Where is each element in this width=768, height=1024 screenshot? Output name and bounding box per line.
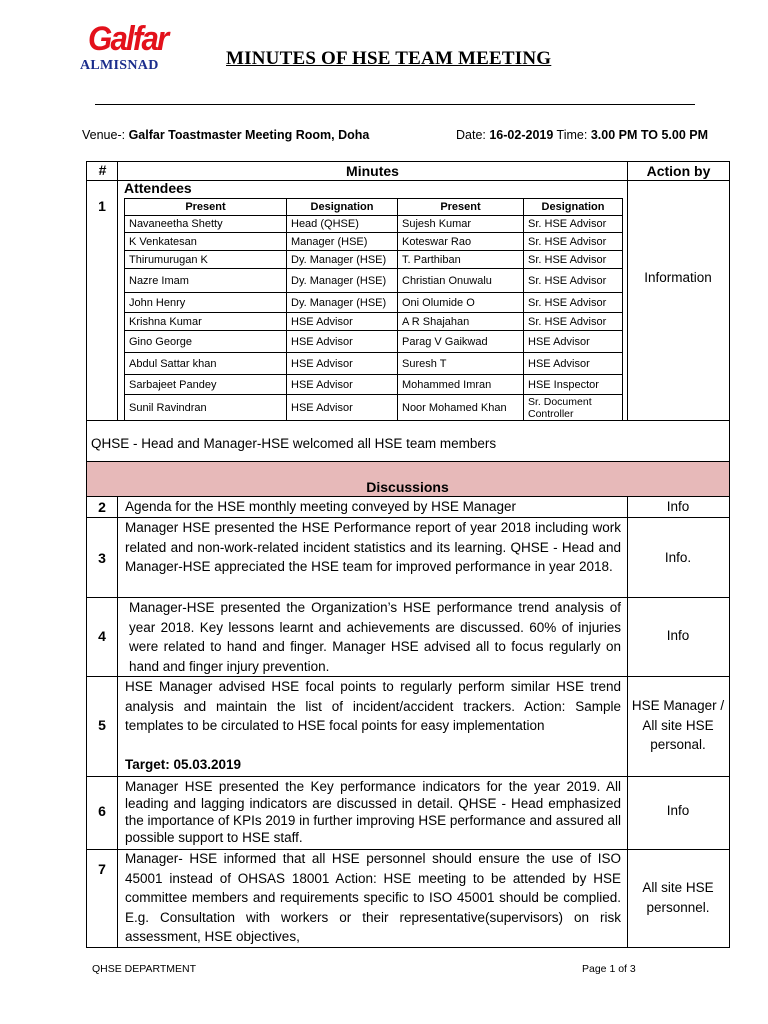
attendee-name: Koteswar Rao: [398, 233, 524, 251]
attendee-designation: Dy. Manager (HSE): [287, 269, 398, 293]
attendee-row: [125, 233, 623, 251]
attendee-name: Noor Mohamed Khan: [398, 395, 524, 421]
item-text: Manager-HSE presented the Organization’s HSE performance trend analysis of year 2018. Key lessons learnt and achievements are discussed. 60% of injuries were related to hand and finger. Manager HSE advised all to focus regularly on hand and finger injury prevention.: [129, 600, 621, 674]
attendees-header-row: [125, 199, 623, 216]
attendee-name: A R Shajahan: [398, 313, 524, 331]
attendee-designation: HSE Advisor: [287, 313, 398, 331]
footer-department: QHSE DEPARTMENT: [92, 963, 197, 975]
attendee-designation: Sr. HSE Advisor: [524, 251, 623, 269]
column-header-number: #: [98, 162, 107, 178]
attendee-name: K Venkatesan: [125, 233, 287, 251]
attendee-name: Sujesh Kumar: [398, 216, 524, 233]
attendee-designation: Dy. Manager (HSE): [287, 251, 398, 269]
attendee-designation: HSE Advisor: [524, 331, 623, 353]
item-number: 4: [98, 628, 106, 644]
attendee-designation: Sr. HSE Advisor: [524, 293, 623, 313]
item-action: Info.: [664, 550, 692, 565]
column-header-action: Action by: [646, 163, 711, 179]
attendee-designation: Dy. Manager (HSE): [287, 293, 398, 313]
attendee-row: [125, 313, 623, 331]
table-border: [86, 461, 730, 462]
attendee-row: [125, 395, 623, 421]
attendees-header-designation: Designation: [287, 199, 398, 216]
item-action: Info: [666, 803, 690, 818]
attendees-header-present: Present: [125, 199, 287, 216]
table-border: [86, 776, 730, 777]
date-value: 16-02-2019: [489, 128, 554, 142]
attendee-designation: HSE Advisor: [287, 395, 398, 421]
table-border: [627, 161, 628, 420]
table-border: [729, 161, 730, 947]
footer-page-number: Page 1 of 3: [582, 963, 636, 975]
document-title: MINUTES OF HSE TEAM MEETING: [226, 48, 552, 69]
attendee-row: [125, 353, 623, 375]
attendee-name: Abdul Sattar khan: [125, 353, 287, 375]
attendee-designation: HSE Advisor: [287, 375, 398, 395]
item-text: Manager- HSE informed that all HSE personnel should ensure the use of ISO 45001 instead of OHSAS 18001 Action: HSE meeting to be attended by HSE committee members and requirements specific to ISO 45001 should be complied. E.g. Consultation with workers or their representative(supervisors) on risk assessment, HSE objectives,: [125, 851, 621, 944]
attendee-name: T. Parthiban: [398, 251, 524, 269]
attendee-name: Sarbajeet Pandey: [125, 375, 287, 395]
attendees-title: Attendees: [124, 180, 192, 196]
attendee-row: [125, 331, 623, 353]
company-logo: Galfar: [88, 20, 168, 58]
discussions-title: Discussions: [366, 479, 449, 495]
attendee-designation: Sr. HSE Advisor: [524, 233, 623, 251]
attendee-designation: HSE Advisor: [287, 353, 398, 375]
attendee-name: Oni Olumide O: [398, 293, 524, 313]
attendee-row: [125, 251, 623, 269]
attendee-designation: HSE Inspector: [524, 375, 623, 395]
attendees-header-designation: Designation: [524, 199, 623, 216]
item-number: 7: [98, 861, 106, 877]
item-text: Manager HSE presented the HSE Performance report of year 2018 including work related and non-work-related incident statistics and its learning. QHSE - Head and Manager-HSE appreciated the HSE team for improved performance in year 2018.: [125, 520, 621, 574]
time-value: 3.00 PM TO 5.00 PM: [590, 128, 709, 142]
attendee-name: Krishna Kumar: [125, 313, 287, 331]
item-number: 2: [98, 499, 106, 515]
item-action: All site HSE personnel.: [642, 880, 714, 915]
attendee-name: Nazre Imam: [125, 269, 287, 293]
attendees-table: [124, 198, 623, 421]
attendee-row: [125, 269, 623, 293]
item-target: Target: 05.03.2019: [125, 757, 242, 772]
attendee-designation: Sr. Document Controller: [524, 395, 623, 421]
attendee-name: Navaneetha Shetty: [125, 216, 287, 233]
attendee-name: Parag V Gaikwad: [398, 331, 524, 353]
attendee-name: Suresh T: [398, 353, 524, 375]
attendees-header-present: Present: [398, 199, 524, 216]
item-text: Manager HSE presented the Key performance indicators for the year 2019. All leading and lagging indicators are discussed in detail. QHSE - Head emphasized the importance of KPIs 2019 in further improving HSE performance and assured all possible support to HSE staff.: [125, 779, 622, 845]
attendee-designation: Manager (HSE): [287, 233, 398, 251]
item-text: Agenda for the HSE monthly meeting conveyed by HSE Manager: [125, 499, 516, 514]
attendee-designation: HSE Advisor: [524, 353, 623, 375]
table-border: [117, 496, 118, 947]
attendee-designation: HSE Advisor: [287, 331, 398, 353]
item-number: 5: [98, 717, 106, 733]
attendee-name: Thirumurugan K: [125, 251, 287, 269]
attendee-name: Sunil Ravindran: [125, 395, 287, 421]
attendee-name: John Henry: [125, 293, 287, 313]
attendee-designation: Head (QHSE): [287, 216, 398, 233]
venue-value: Galfar Toastmaster Meeting Room, Doha: [128, 128, 370, 142]
attendee-row: [125, 293, 623, 313]
table-border: [117, 161, 118, 420]
column-header-minutes: Minutes: [346, 163, 399, 179]
time-label: Time:: [553, 128, 591, 142]
item-number: 6: [98, 803, 106, 819]
venue-label: Venue-:: [82, 128, 129, 142]
attendee-name: Mohammed Imran: [398, 375, 524, 395]
table-border: [86, 947, 730, 948]
attendee-designation: Sr. HSE Advisor: [524, 313, 623, 331]
attendee-name: Christian Onuwalu: [398, 269, 524, 293]
attendee-name: Gino George: [125, 331, 287, 353]
welcome-text: QHSE - Head and Manager-HSE welcomed all HSE team members: [91, 436, 497, 451]
item-action: Info: [666, 499, 690, 514]
item-number: 3: [98, 550, 106, 566]
item-text: HSE Manager advised HSE focal points to regularly perform similar HSE trend analysis and maintain the list of incident/accident trackers. Action: Sample templates to be circulated to HSE focal points for easy implementation: [125, 679, 621, 733]
item-action: Info: [666, 628, 690, 643]
date-label: Date:: [456, 128, 490, 142]
item-action: Information: [644, 270, 712, 285]
attendee-designation: Sr. HSE Advisor: [524, 216, 623, 233]
venue-line: [82, 128, 369, 142]
header-rule: [95, 104, 695, 105]
company-logo-subtitle: ALMISNAD: [80, 58, 159, 73]
date-time-line: [456, 128, 708, 142]
attendee-row: [125, 216, 623, 233]
attendee-row: [125, 375, 623, 395]
attendee-designation: Sr. HSE Advisor: [524, 269, 623, 293]
item-number: 1: [98, 198, 106, 214]
item-action: HSE Manager / All site HSE personal.: [631, 698, 725, 752]
